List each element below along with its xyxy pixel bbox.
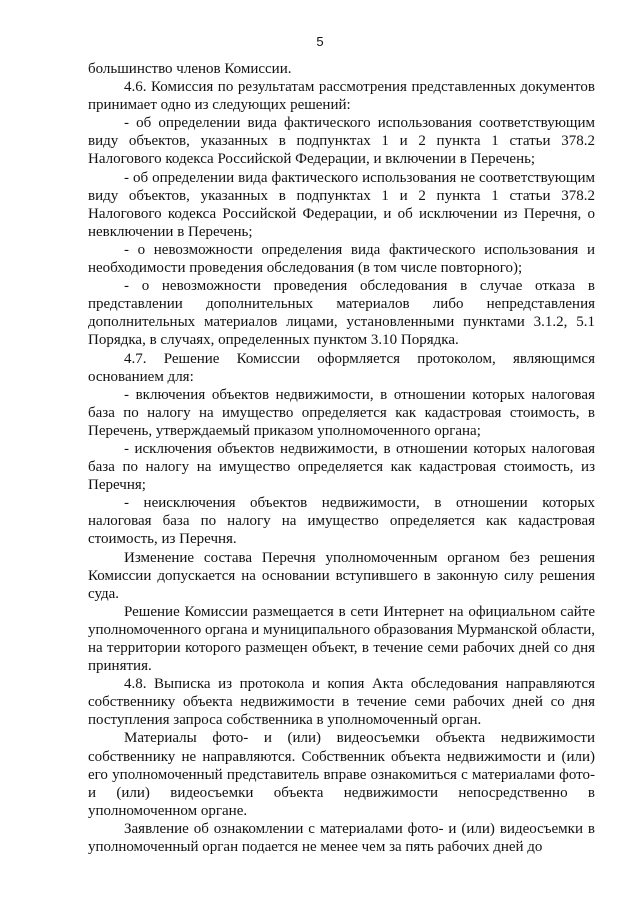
paragraph-12: Решение Комиссии размещается в сети Интернет на официальном сайте уполномоченного органа и муниципального образования Мурманской области, на территории которого размещен объект, в течение семи рабочих дней со дня принятия. <box>88 603 595 675</box>
paragraph-13: 4.8. Выписка из протокола и копия Акта обследования направляются собственнику объекта недвижимости в течение семи рабочих дней со дня поступления запроса собственника в уполномоченный орган. <box>88 676 595 729</box>
document-body <box>88 60 595 856</box>
paragraph-4: - об определении вида фактического использования не соответствующим виду объектов, указанных в подпунктах 1 и 2 пункта 1 статьи 378.2 Налогового кодекса Российской Федерации, и об исключении из Перечня, о невключении в Перечень; <box>88 169 595 240</box>
paragraph-10: - неисключения объектов недвижимости, в отношении которых налоговая база по налогу на имущество определяется как кадастровая стоимость, из Перечня. <box>88 495 595 548</box>
paragraph-1: большинство членов Комиссии. <box>88 61 292 77</box>
paragraph-5: - о невозможности определения вида фактического использования и необходимости проведения обследования (в том числе повторного); <box>88 241 595 277</box>
paragraph-11: Изменение состава Перечня уполномоченным органом без решения Комиссии допускается на основании вступившего в законную силу решения суда. <box>88 549 595 602</box>
paragraph-15: Заявление об ознакомлении с материалами фото- и (или) видеосъемки в уполномоченный орган подается не менее чем за пять рабочих дней до <box>88 820 595 856</box>
paragraph-2: 4.6. Комиссия по результатам рассмотрения представленных документов принимает одно из следующих решений: <box>88 79 595 114</box>
page-number: 5 <box>316 34 324 49</box>
paragraph-14: Материалы фото- и (или) видеосъемки объекта недвижимости собственнику не направляются. Собственник объекта недвижимости и (или) его уполномоченный представитель вправе ознакомиться с материалами фото- и (или) видеосъемки объекта недвижимости непосредственно в уполномоченном органе. <box>88 730 595 819</box>
paragraph-9: - исключения объектов недвижимости, в отношении которых налоговая база по налогу на имущество определяется как кадастровая стоимость, из Перечня; <box>88 440 595 494</box>
paragraph-7: 4.7. Решение Комиссии оформляется протоколом, являющимся основанием для: <box>88 350 595 385</box>
paragraph-6: - о невозможности проведения обследования в случае отказа в представлении дополнительных материалов либо непредставления дополнительных материалов лицами, установленными пунктами 3.1.2, 5.1 Порядка, в случаях, определенных пунктом 3.10 Порядка. <box>88 278 595 349</box>
paragraph-8: - включения объектов недвижимости, в отношении которых налоговая база по налогу на имущество определяется как кадастровая стоимость, в Перечень, утверждаемый приказом уполномоченного органа; <box>88 386 595 439</box>
paragraph-3: - об определении вида фактического использования соответствующим виду объектов, указанных в подпунктах 1 и 2 пункта 1 статьи 378.2 Налогового кодекса Российской Федерации, и включении в Перечень; <box>88 115 595 168</box>
